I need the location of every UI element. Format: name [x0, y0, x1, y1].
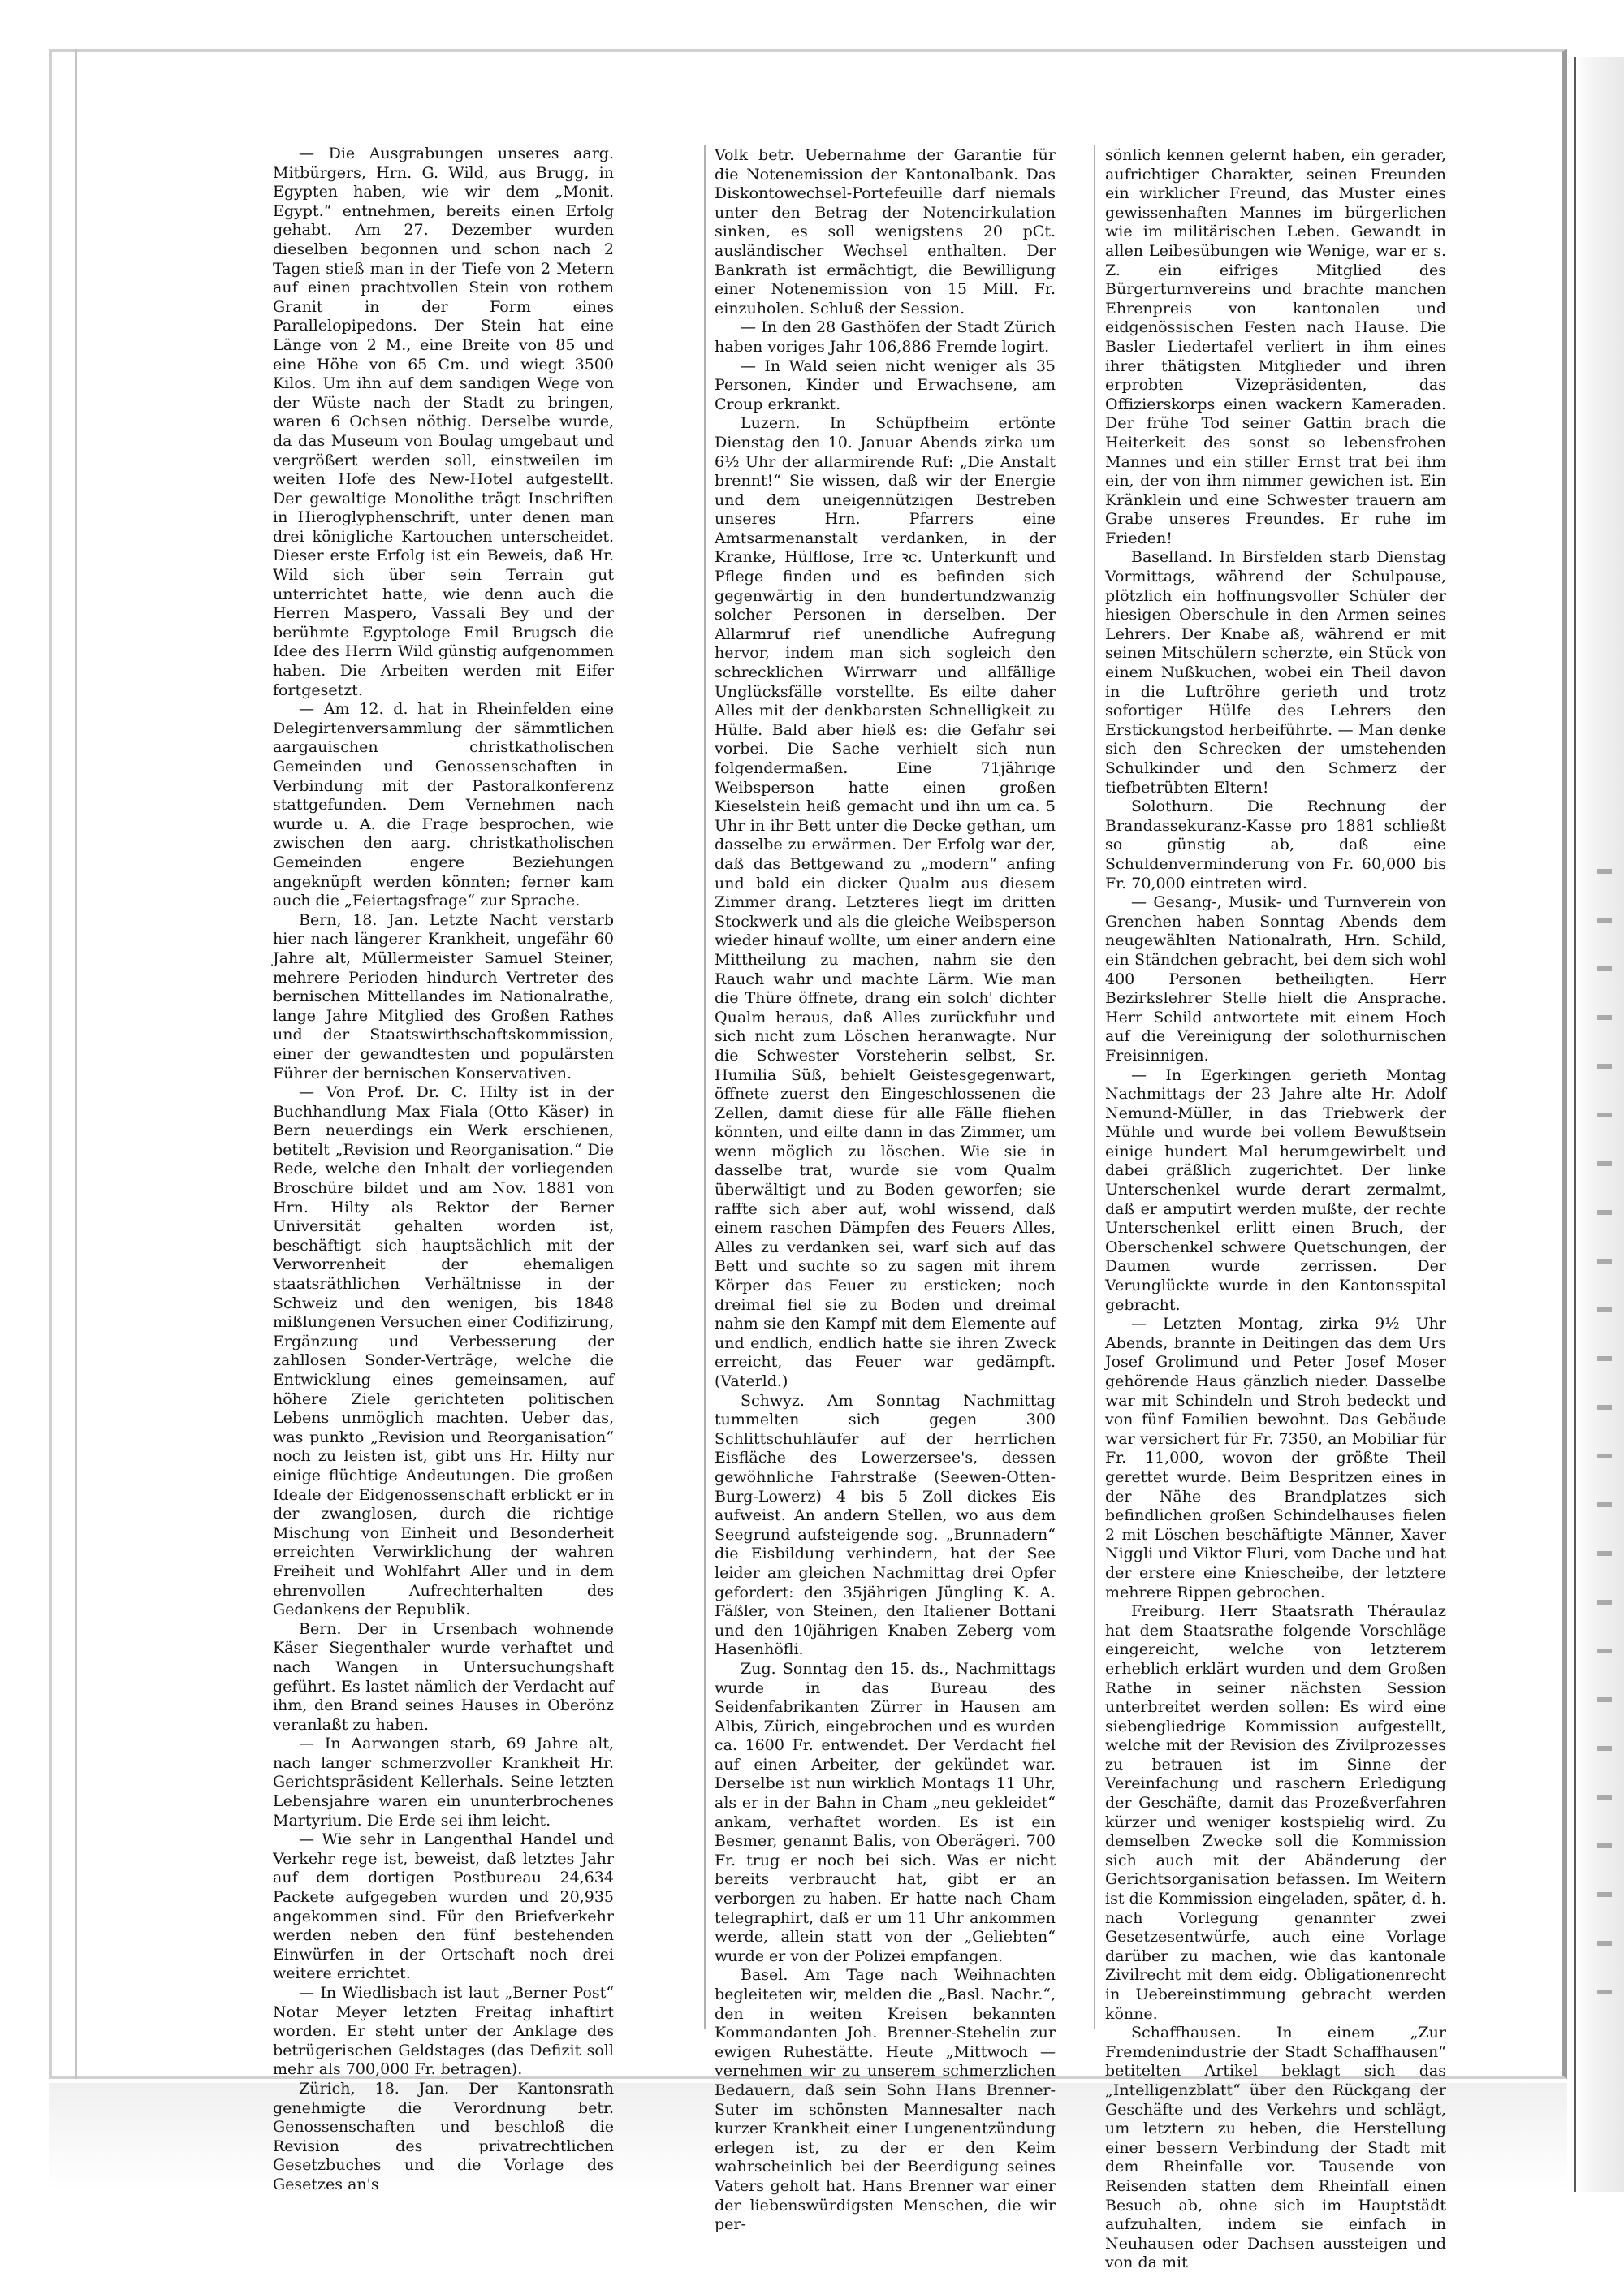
adjacent-page-edge: [1574, 57, 1624, 2192]
article-zug: Zug. Sonntag den 15. ds., Nachmittags wurde in das Bureau des Seidenfabrikanten Zürrer in Hausen am Albis, Zürich, eingebrochen und es wurden ca. 1600 Fr. entwendet. Der Verdacht fiel auf einen Arbeiter, der gekündet war. Derselbe ist nun wirklich Montags 11 Uhr, als er in der Bahn in Cham „neu gekleidet“ ankam, verhaftet worden. Es ist ein Besmer, genannt Balis, von Oberägeri. 700 Fr. trug er noch bei sich. Was er nicht bereits verbraucht hat, gibt er an verborgen zu haben. Er hatte nach Cham telegraphirt, daß er um 11 Uhr ankommen werde, allein statt von der „Geliebten“ wurde er von der Polizei empfangen.: [715, 1659, 1056, 1965]
article-aarwangen: — In Aarwangen starb, 69 Jahre alt, nach langer schmerzvoller Krankheit Hr. Gerichtspräsident Kellerhals. Seine letzten Lebensjahre waren ein ununterbrochenes Martyrium. Die Erde sei ihm leicht.: [273, 1735, 614, 1830]
article-bern-hilty: — Von Prof. Dr. C. Hilty ist in der Buchhandlung Max Fiala (Otto Käser) in Bern neuerdings ein Werk erschienen, betitelt „Revision und Reorganisation.“ Die Rede, welche den Inhalt der vorliegenden Broschüre bildet und am Nov. 1881 von Hrn. Hilty als Rektor der Berner Universität gehalten worden ist, beschäftigt sich hauptsächlich mit der Verworrenheit der ehemaligen staatsräthlichen Verhältnisse in der Schweiz und den wenigen, bis 1848 mißlungenen Versuchen einer Codifizirung, Ergänzung und Verbesserung der zahllosen Sonder-Verträge, welche die Entwicklung eines gemeinsamen, auf höhere Ziele gerichteten politischen Lebens unmöglich machten. Ueber das, was punkto „Revision und Reorganisation“ noch zu leisten ist, gibt uns Hr. Hilty nur einige flüchtige Andeutungen. Die großen Ideale der Eidgenossenschaft erblickt er in der zwanglosen, durch die richtige Mischung von Einheit und Besonderheit erreichten Verwirklichung der wahren Freiheit und Wohlfahrt Aller und in dem ehrenvollen Aufrechterhalten des Gedankens der Republik.: [273, 1083, 614, 1619]
article-ausgrabungen: — Die Ausgrabungen unseres aarg. Mitbürgers, Hrn. G. Wild, aus Brugg, in Egypten haben, wie wir dem „Monit. Egypt.“ entnehmen, bereits einen Erfolg gehabt. Am 27. Dezember wurden dieselben begonnen und schon nach 2 Tagen stieß man in der Tiefe von 2 Metern auf einen prachtvollen Stein von rothem Granit in der Form eines Parallelopipedons. Der Stein hat eine Länge von 2 M., eine Breite von 85 und eine Höhe von 65 Cm. und wiegt 3500 Kilos. Um ihn auf dem sandigen Wege von der Wüste nach der Stadt zu bringen, waren 6 Ochsen nöthig. Derselbe wurde, da das Museum von Boulag umgebaut und vergrößert werden soll, einstweilen im weiten Hofe des New-Hotel aufgestellt. Der gewaltige Monolithe trägt Inschriften in Hieroglyphenschrift, unter denen man drei königliche Kartouchen unterscheidet. Dieser erste Erfolg ist ein Beweis, daß Hr. Wild sich über sein Terrain gut unterrichtet hatte, wie denn auch die Herren Maspero, Vassali Bey und der berühmte Egyptologe Emil Brugsch die Idee des Herrn Wild günstig aufgenommen haben. Die Arbeiten werden mit Eifer fortgesetzt.: [273, 145, 614, 699]
article-schaffhausen: Schaffhausen. In einem „Zur Fremdenindustrie der Stadt Schaffhausen“ betitelten Artikel beklagt sich das „Intelligenzblatt“ über den Rückgang der Geschäfte und des Verkehrs und schlägt, um letztern zu heben, die Herstellung einer bessern Verbindung der Stadt mit dem Rheinfalle vor. Tausende von Reisenden statten dem Rheinfall einen Besuch ab, ohne sich im Hauptstädt aufzuhalten, indem sie einfach in Neuhausen oder Dachsen aussteigen und von da mit: [1105, 2024, 1446, 2272]
article-schwyz: Schwyz. Am Sonntag Nachmittag tummelten sich gegen 300 Schlittschuhläufer auf der herrlichen Eisfläche des Lowerzersee's, dessen gewöhnliche Fahrstraße (Seewen-Otten-Burg-Lowerz) 4 bis 5 Zoll dickes Eis aufweist. An andern Stellen, wo aus dem Seegrund aufsteigende sog. „Brunnadern“ die Eisbildung verhindern, hat der See leider am gleichen Nachmittag drei Opfer gefordert: den 35jährigen Jüngling K. A. Fäßler, von Steinen, den Italiener Bottani und den 10jährigen Knaben Zeberg vom Hasenhöfli.: [715, 1391, 1056, 1659]
article-zuerich-kantonsrath: Zürich, 18. Jan. Der Kantonsrath genehmigte die Verordnung betr. Genossenschaften und beschloß die Revision des privatrechtlichen Gesetzbuches und die Vorlage des Gesetzes an's: [273, 2079, 614, 2193]
article-wald-croup: — In Wald seien nicht weniger als 35 Personen, Kinder und Erwachsene, am Croup erkrankt.: [715, 357, 1056, 413]
article-basel: Basel. Am Tage nach Weihnachten begleiteten wir, melden die „Basl. Nachr.“, den in weiten Kreisen bekannten Kommandanten Joh. Brenner-Stehelin zur ewigen Ruhestätte. Heute „Mittwoch — vernehmen wir zu unserem schmerzlichen Bedauern, daß sein Sohn Hans Brenner-Suter im schönsten Mannesalter nach kurzer Krankheit einer Lungenentzündung erlegen ist, zu der er den Keim wahrscheinlich bei der Beerdigung seines Vaters geholt hat. Hans Brenner war einer der liebenswürdigsten Menschen, die wir per-: [715, 1966, 1056, 2234]
article-langenthal: — Wie sehr in Langenthal Handel und Verkehr rege ist, beweist, daß letztes Jahr auf dem dortigen Postbureau 24,634 Packete aufgegeben wurden und 20,935 angekommen sind. Für den Briefverkehr werden neben den fünf bestehenden Einwürfen in der Ortschaft noch drei weitere errichtet.: [273, 1830, 614, 1983]
article-solothurn: Solothurn. Die Rechnung der Brandassekuranz-Kasse pro 1881 schließt so günstig ab, daß eine Schuldenverminderung von Fr. 60,000 bis Fr. 70,000 eintreten wird.: [1105, 797, 1446, 892]
article-freiburg: Freiburg. Herr Staatsrath Théraulaz hat dem Staatsrathe folgende Vorschläge eingereicht, welche von letzterem erheblich erklärt wurden und dem Großen Rathe in seiner nächsten Session unterbreitet werden sollen: Es wird eine siebengliedrige Kommission aufgestellt, welche mit der Revision des Zivilprozesses zu betrauen ist im Sinne der Vereinfachung und raschern Erledigung der Geschäfte, damit das Prozeßverfahren kürzer und weniger kostspielig wird. Zu demselben Zwecke soll die Kommission sich auch mit der Abänderung der Gerichtsorganisation befassen. Im Weitern ist die Kommission eingeladen, später, d. h. nach Vorlegung genannter zwei Gesetzesentwürfe, auch eine Vorlage darüber zu machen, wie das kantonale Zivilrecht mit dem eidg. Obligationenrecht in Uebereinstimmung gebracht werden könne.: [1105, 1602, 1446, 2023]
text-column-1: [273, 145, 614, 2193]
article-bern-ursenbach: Bern. Der in Ursenbach wohnende Käser Siegenthaler wurde verhaftet und nach Wangen in Untersuchungshaft geführt. Es lastet nämlich der Verdacht auf ihm, den Brand seines Hauses in Oberönz veranlaßt zu haben.: [273, 1619, 614, 1734]
article-zuerich-continued: Volk betr. Uebernahme der Garantie für die Notenemission der Kantonalbank. Das Diskontowechsel-Portefeuille darf niemals unter den Betrag der Notencirkulation sinken, es soll wenigstens 20 pCt. ausländischer Wechsel enthalten. Der Bankrath ist ermächtigt, die Bewilligung einer Notenemission von 15 Mill. Fr. einzuholen. Schluß der Session.: [715, 146, 1056, 318]
article-baselland: Baselland. In Birsfelden starb Dienstag Vormittags, während der Schulpause, plötzlich ein hoffnungsvoller Schüler der hiesigen Oberschule in den Armen seines Lehrers. Der Knabe aß, während er mit seinen Mitschülern scherzte, ein Stück von einem Nußkuchen, wobei ein Theil davon in die Luftröhre gerieth und trotz sofortiger Hülfe des Lehrers den Erstickungstod herbeiführte. — Man denke sich den Schrecken der umstehenden Schulkinder und den Schmerz der tiefbetrübten Eltern!: [1105, 548, 1446, 797]
text-column-3: [1105, 146, 1446, 2272]
article-zuerich-gasthoefe: — In den 28 Gasthöfen der Stadt Zürich haben voriges Jahr 106,886 Fremde logirt.: [715, 318, 1056, 356]
article-grenchen: — Gesang-, Musik- und Turnverein von Grenchen haben Sonntag Abends dem neugewählten Nationalrath, Hrn. Schild, ein Ständchen gebracht, bei dem sich wohl 400 Personen betheiligten. Herr Bezirkslehrer Stelle hielt die Ansprache. Herr Schild antwortete mit einem Hoch auf die Vereinigung der solothurnischen Freisinnigen.: [1105, 893, 1446, 1065]
column-rule-2: [1094, 145, 1095, 2029]
article-basel-continued: sönlich kennen gelernt haben, ein gerader, aufrichtiger Charakter, seinen Freunden ein wirklicher Freund, das Muster eines gewissenhaften Mannes im bürgerlichen wie im militärischen Leben. Gewandt in allen Leibesübungen wie Wenige, war er s. Z. ein eifriges Mitglied des Bürgerturnvereins und brachte manchen Ehrenpreis von kantonalen und eidgenössischen Festen nach Hause. Die Basler Liedertafel verliert in ihm eines ihrer thätigsten Mitglieder und ihren erprobten Vizepräsidenten, das Offizierskorps einen wackern Kameraden. Der frühe Tod seiner Gattin brach die Heiterkeit des sonst so lebensfrohen Mannes und ein stiller Ernst trat bei ihm ein, der von ihm nimmer gewichen ist. Ein Kränklein und eine Schwester trauern am Grabe unseres Freundes. Er ruhe im Frieden!: [1105, 146, 1446, 547]
article-deitingen: — Letzten Montag, zirka 9½ Uhr Abends, brannte in Deitingen das dem Urs Josef Grolimund und Peter Josef Moser gehörende Haus gänzlich nieder. Dasselbe war mit Schindeln und Stroh bedeckt und von fünf Familien bewohnt. Das Gebäude war versichert für Fr. 7350, an Mobiliar für Fr. 11,000, wovon der größte Theil gerettet wurde. Beim Bespritzen eines in der Nähe des Brandplatzes sich befindlichen großen Schindelhauses fielen 2 mit Löschen beschäftigte Männer, Xaver Niggli und Viktor Fluri, vom Dache und hat der erstere eine Kniescheibe, der letztere mehrere Rippen gebrochen.: [1105, 1315, 1446, 1601]
adjacent-page-marks: [1597, 869, 1612, 2006]
text-column-2: [715, 146, 1056, 2234]
article-bern-steiner: Bern, 18. Jan. Letzte Nacht verstarb hier nach längerer Krankheit, ungefähr 60 Jahre alt, Müllermeister Samuel Steiner, mehrere Perioden hindurch Vertreter des bernischen Mittellandes im Nationalrathe, lange Jahre Mitglied des Großen Rathes und der Staatswirthschaftskommission, einer der gewandtesten und populärsten Führer der bernischen Konservativen.: [273, 910, 614, 1082]
article-rheinfelden: — Am 12. d. hat in Rheinfelden eine Delegirtenversammlung der sämmtlichen aargauischen christkatholischen Gemeinden und Genossenschaften in Verbindung mit der Pastoralkonferenz stattgefunden. Dem Vernehmen nach wurde u. A. die Frage besprochen, wie zwischen den aarg. christkatholischen Gemeinden engere Beziehungen angeknüpft werden könnten; ferner kam auch die „Feiertagsfrage“ zur Sprache.: [273, 700, 614, 910]
column-rule-1: [704, 145, 706, 2029]
article-egerkingen: — In Egerkingen gerieth Montag Nachmittags der 23 Jahre alte Hr. Adolf Nemund-Müller, in das Triebwerk der Mühle und wurde bei vollem Bewußtsein einige hundert Mal herumgewirbelt und dabei gräßlich zugerichtet. Der linke Unterschenkel wurde derart zermalmt, daß er amputirt werden mußte, der rechte Unterschenkel erlitt einen Bruch, der Oberschenkel schwere Quetschungen, der Daumen wurde zerrissen. Der Verunglückte wurde in den Kantonsspital gebracht.: [1105, 1065, 1446, 1314]
article-luzern-schuepfheim: Luzern. In Schüpfheim ertönte Dienstag den 10. Januar Abends zirka um 6½ Uhr der allarmirende Ruf: „Die Anstalt brennt!“ Sie wissen, daß wir der Energie und dem uneigennützigen Bestreben unseres Hrn. Pfarrers eine Amtsarmenanstalt verdanken, in der Kranke, Hülflose, Irre ꝛc. Unterkunft und Pflege finden und es befinden sich gegenwärtig in den hundertundzwanzig solcher Personen in derselben. Der Allarmruf rief unendliche Aufregung hervor, indem man sich sogleich den schrecklichen Wirrwarr und allfällige Unglücksfälle vorstellte. Es eilte daher Alles mit der denkbarsten Schnelligkeit zu Hülfe. Bald aber hieß es: die Gefahr sei vorbei. Die Sache verhielt sich nun folgendermaßen. Eine 71jährige Weibsperson hatte einen großen Kieselstein heiß gemacht und ihn um ca. 5 Uhr in ihr Bett unter die Decke gethan, um dasselbe zu erwärmen. Der Erfolg war der, daß das Bettgewand zu „modern“ anfing und bald ein dicker Qualm aus diesem Zimmer drang. Letzteres liegt im dritten Stockwerk und als die gleiche Weibsperson wieder hinauf wollte, um einer andern eine Mittheilung zu machen, nahm sie den Rauch wahr und machte Lärm. Wie man die Thüre öffnete, drang ein solch' dichter Qualm heraus, daß Alles zurückfuhr und sich nicht zum Löschen heranwagte. Nur die Schwester Vorsteherin selbst, Sr. Humilia Süß, behielt Geistesgegenwart, öffnete zuerst den Eingeschlossenen die Zellen, damit diese für alle Fälle fliehen könnten, und eilte dann in das Zimmer, um wenn möglich zu löschen. Wie sie in dasselbe trat, wurde sie vom Qualm überwältigt und zu Boden geworfen; sie raffte sich aber auf, wohl wissend, daß einem raschen Dämpfen des Feuers Alles, Alles zu verdanken sei, warf sich auf das Bett und suchte so zu sagen mit ihrem Körper das Feuer zu ersticken; noch dreimal fiel sie zu Boden und dreimal nahm sie den Kampf mit dem Elemente auf und endlich, endlich hatte sie ihren Zweck erreicht, das Feuer war gedämpft. (Vaterld.): [715, 414, 1056, 1390]
article-wiedlisbach: — In Wiedlisbach ist laut „Berner Post“ Notar Meyer letzten Freitag inhaftirt worden. Er steht unter der Anklage des betrügerischen Geldstages (das Defizit soll mehr als 700,000 Fr. betragen).: [273, 1984, 614, 2079]
